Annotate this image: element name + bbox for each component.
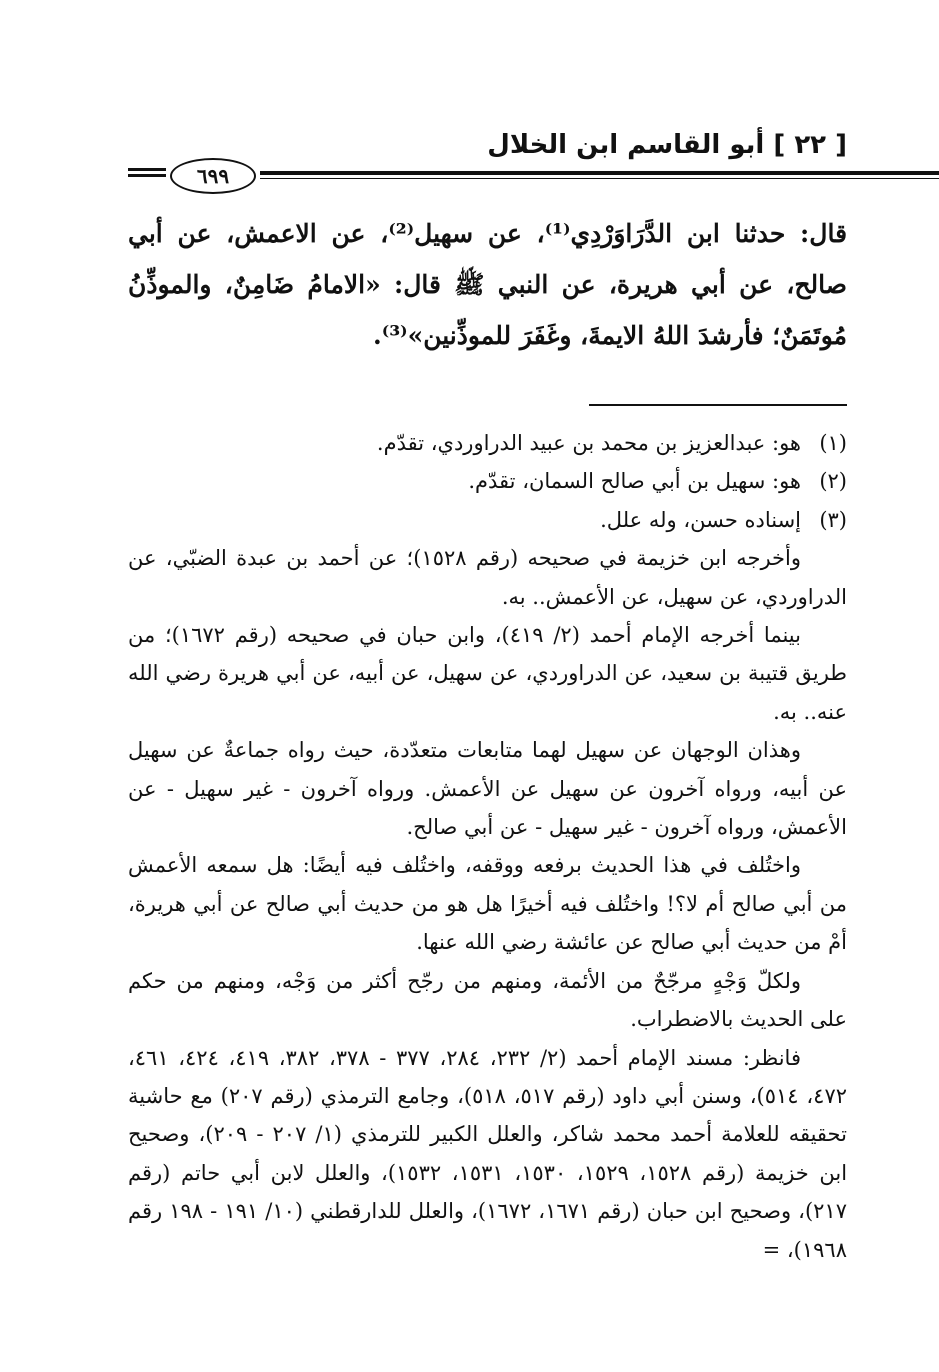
footnote-paragraph: وهذان الوجهان عن سهيل لهما متابعات متعدّدة، حيث رواه جماعةٌ عن سهيل عن أبيه، ورواه آخرون عن سهيل عن الأعمش. ورواه آخرون - غير سهيل - عن الأعمش، ورواه آخرون - غير سهيل - عن أبي صالح.: [128, 738, 847, 840]
main-text-block: [128, 208, 847, 361]
header-rule-thin: [260, 178, 939, 179]
footnote-text: هو: عبدالعزيز بن محمد بن عبيد الدراوردي، تقدّم.: [376, 431, 801, 455]
footnote-2: [128, 462, 847, 500]
footnote-paragraph: فانظر: مسند الإمام أحمد (٢/ ٢٣٢، ٢٨٤، ٣٧٧ - ٣٧٨، ٣٨٢، ٤١٩، ٤٢٤، ٤٦١، ٤٧٢، ٥١٤)، وسنن أبي داود (رقم ٥١٧، ٥١٨)، وجامع الترمذي (رقم ٢٠٧) مع حاشية تحقيقه للعلامة أحمد محمد شاكر، والعلل الكبير للترمذي (١/ ٢٠٧ - ٢٠٩)، وصحيح ابن خزيمة (رقم ١٥٢٨، ١٥٢٩، ١٥٣٠، ١٥٣١، ١٥٣٢)، والعلل لابن أبي حاتم (رقم ٢١٧)، وصحيح ابن حبان (رقم ١٦٧١، ١٦٧٢)، والعلل للدارقطني (١٠/ ١٩١ - ١٩٨ رقم ١٩٦٨)، =: [128, 1045, 848, 1262]
footnote-text: إسناده حسن، وله علل.: [600, 507, 801, 532]
footnote-number: (٣): [819, 507, 847, 532]
running-header-title: [ ٢٢ ] أبو القاسم ابن الخلال: [487, 130, 847, 160]
footnote-text: هو: سهيل بن أبي صالح السمان، تقدّم.: [468, 469, 801, 494]
footnote-1: [128, 424, 847, 462]
footnote-3: [128, 501, 847, 539]
footnote-number: (٢): [819, 469, 847, 494]
footnote-paragraph: ولكلّ وَجْهٍ مرجّحٌ من الأئمة، ومنهم من رجّح أكثر من وَجْه، ومنهم من حكم على الحديث بالاضطراب.: [128, 968, 847, 1032]
footnote-paragraph: واختُلف في هذا الحديث برفعه ووقفه، واختُلف فيه أيضًا: هل سمعه الأعمش من أبي صالح أم لا؟! واختُلف فيه أخيرًا هل هو من حديث أبي صالح عن أبي هريرة، أمْ من حديث أبي صالح عن عائشة رضي الله عنها.: [128, 853, 847, 955]
footnotes-block: [128, 424, 847, 1269]
footnote-paragraph: وأخرجه ابن خزيمة في صحيحه (رقم ١٥٢٨)؛ عن أحمد بن عبدة الضبّي، عن الدراوردي، عن سهيل، عن الأعمش.. به.: [128, 546, 847, 609]
footnote-number: (١): [819, 431, 847, 455]
main-paragraph: قال: حدثنا ابن الدَّرَاوَرْدِي⁽¹⁾، عن سهيل⁽²⁾، عن الاعمش، عن أبي صالح، عن أبي هريرة، عن النبي ﷺ قال: «الامامُ ضَامِنٌ، والموذِّنُ مُوتَمَنٌ؛ فأرشدَ اللهُ الايمةَ، وغَفَرَ للموذِّنين»⁽³⁾.: [128, 219, 848, 350]
header-dash-ornament: [128, 168, 166, 180]
header-rule: [260, 171, 939, 175]
footnote-divider: [589, 404, 847, 406]
page-number: ٦٩٩: [170, 158, 256, 194]
footnote-paragraph: بينما أخرجه الإمام أحمد (٢/ ٤١٩)، وابن حبان في صحيحه (رقم ١٦٧٢)؛ من طريق قتيبة بن سعيد، عن الدراوردي، عن سهيل، عن أبيه، عن أبي هريرة رضي الله عنه.. به.: [128, 623, 847, 724]
